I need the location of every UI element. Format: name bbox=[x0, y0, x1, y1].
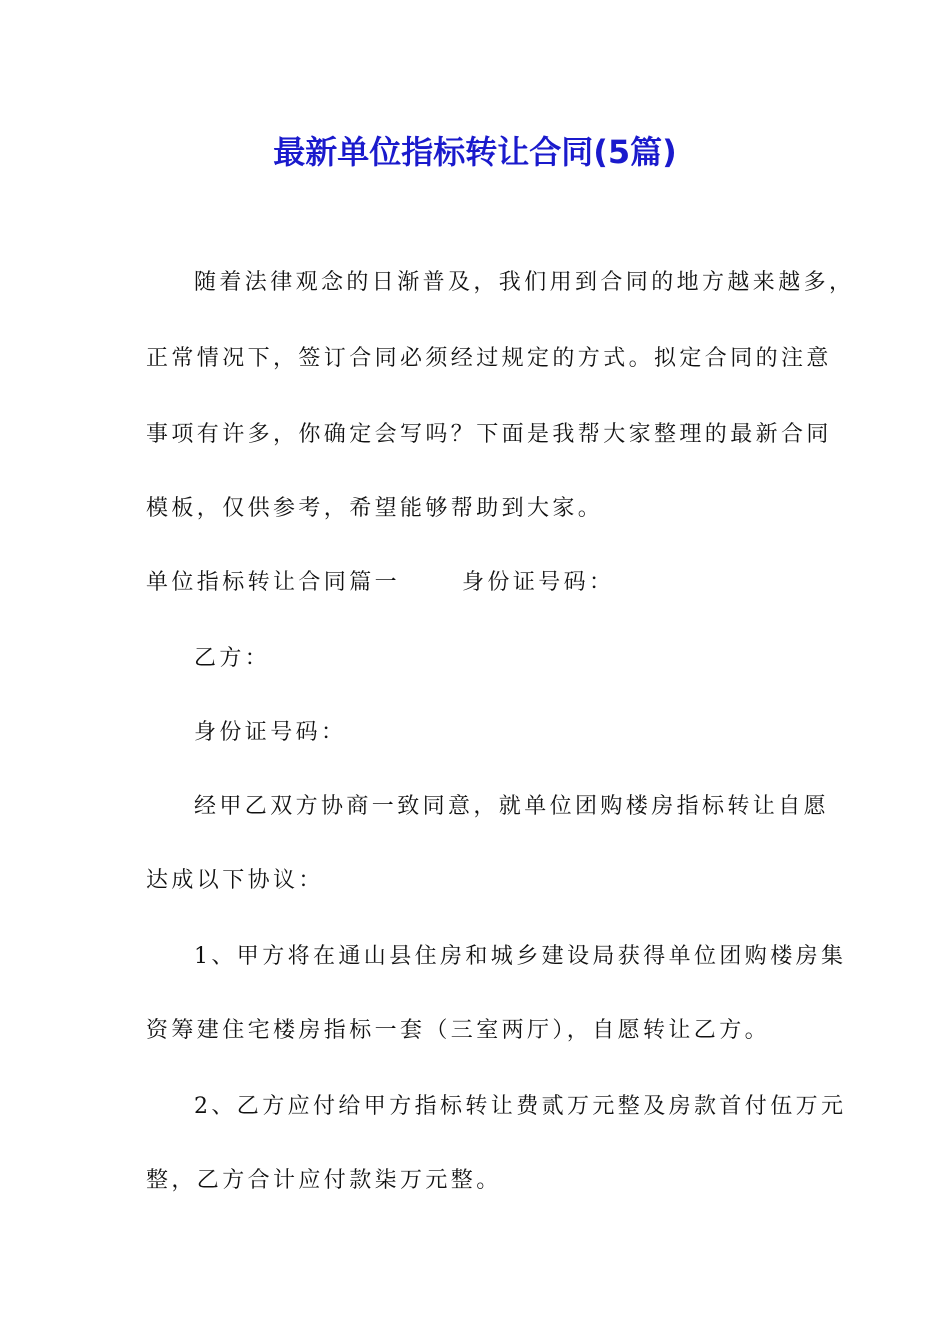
clause-line: 整，乙方合计应付款柒万元整。 bbox=[146, 1168, 502, 1193]
section-heading: 单位指标转让合同篇一 bbox=[146, 570, 401, 595]
paragraph-line: 达成以下协议： bbox=[146, 868, 324, 893]
paragraph-line: 经甲乙双方协商一致同意，就单位团购楼房指标转让自愿 bbox=[194, 794, 830, 819]
section-heading-line bbox=[146, 568, 614, 598]
document-title: 最新单位指标转让合同(5篇) bbox=[273, 133, 677, 171]
paragraph-line: 随着法律观念的日渐普及，我们用到合同的地方越来越多， bbox=[194, 270, 855, 295]
paragraph-line: 正常情况下，签订合同必须经过规定的方式。拟定合同的注意 bbox=[146, 346, 832, 371]
id-number-label: 身份证号码： bbox=[194, 720, 347, 745]
id-number-label: 身份证号码： bbox=[462, 570, 615, 595]
paragraph-line: 事项有许多，你确定会写吗？下面是我帮大家整理的最新合同 bbox=[146, 422, 832, 447]
clause-line: 1、甲方将在通山县住房和城乡建设局获得单位团购楼房集 bbox=[194, 944, 847, 969]
party-b-label: 乙方： bbox=[194, 646, 271, 671]
paragraph-line: 模板，仅供参考，希望能够帮助到大家。 bbox=[146, 496, 604, 521]
clause-line: 资筹建住宅楼房指标一套（三室两厅），自愿转让乙方。 bbox=[146, 1018, 771, 1043]
clause-line: 2、乙方应付给甲方指标转让费贰万元整及房款首付伍万元 bbox=[194, 1094, 847, 1119]
